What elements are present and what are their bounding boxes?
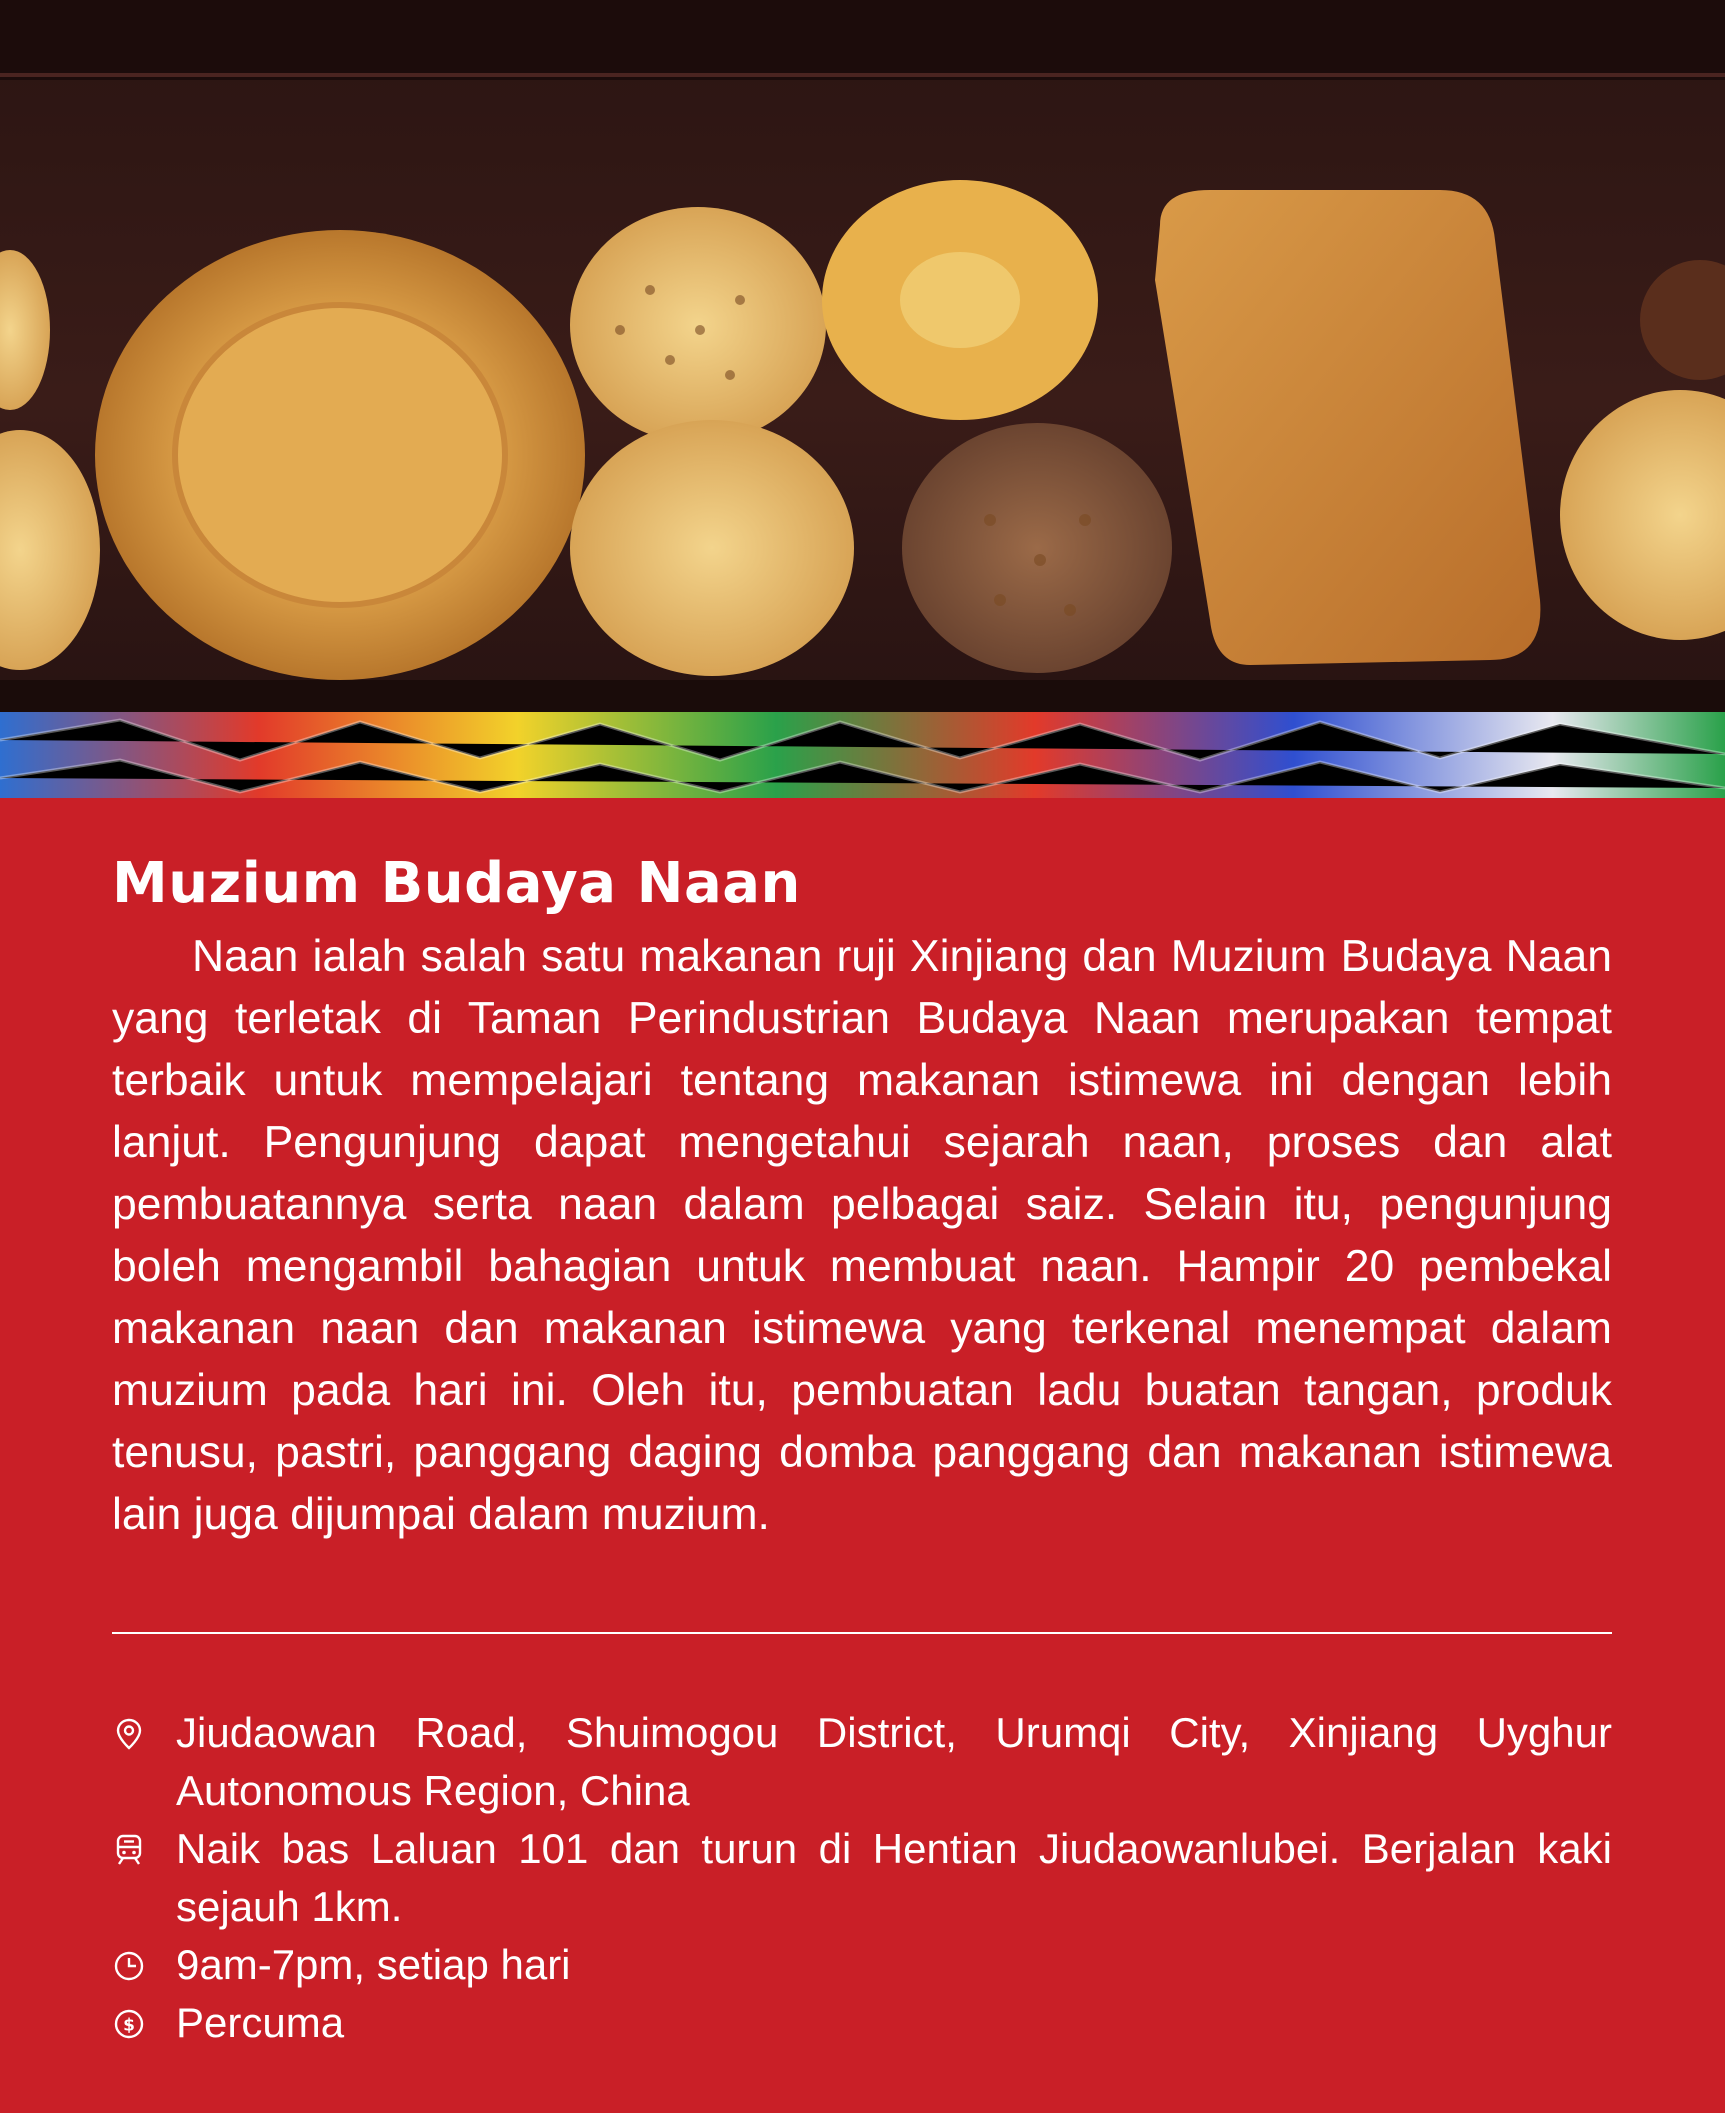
address-row xyxy=(112,1704,1612,1820)
hours-row xyxy=(112,1936,1612,1994)
address-text: Jiudaowan Road, Shuimogou District, Urumqi City, Xinjiang Uyghur Autonomous Region, China xyxy=(176,1709,1612,1814)
divider xyxy=(112,1632,1612,1634)
clock-icon xyxy=(112,1949,146,1983)
location-pin-icon xyxy=(112,1717,146,1751)
transport-text: Naik bas Laluan 101 dan turun di Hentian Jiudaowanlubei. Berjalan kaki sejauh 1km. xyxy=(176,1825,1612,1930)
admission-row xyxy=(112,1994,1612,2052)
visitor-info xyxy=(112,1704,1612,2052)
train-icon xyxy=(112,1833,146,1867)
article-body: Naan ialah salah satu makanan ruji Xinjiang dan Muzium Budaya Naan yang terletak di Taman Perindustrian Budaya Naan merupakan tempat terbaik untuk mempelajari tentang makanan istimewa ini dengan lebih lanjut. Pengunjung dapat mengetahui sejarah naan, proses dan alat pembuatannya serta naan dalam pelbagai saiz. Selain itu, pengunjung boleh mengambil bahagian untuk membuat naan. Hampir 20 pembekal makanan naan dan makanan istimewa yang terkenal menempat dalam muzium pada hari ini. Oleh itu, pembuatan ladu buatan tangan, produk tenusu, pastri, panggang daging domba panggang dan makanan istimewa lain juga dijumpai dalam muzium. xyxy=(112,932,1612,1539)
naan-bread-photo xyxy=(0,0,1725,798)
svg-text:$: $ xyxy=(123,2015,135,2036)
dollar-coin-icon xyxy=(112,2007,146,2041)
hours-text: 9am-7pm, setiap hari xyxy=(176,1941,571,1988)
admission-text: Percuma xyxy=(176,1999,345,2046)
transport-row xyxy=(112,1820,1612,1936)
page-title: Muzium Budaya Naan xyxy=(112,851,801,916)
article-panel xyxy=(0,798,1725,2113)
